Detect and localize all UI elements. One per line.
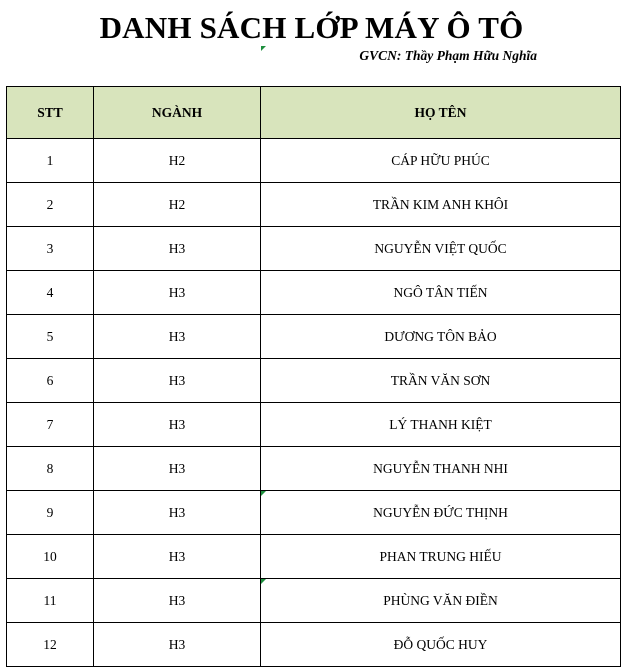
cell-ho-ten: TRẦN VĂN SƠN bbox=[261, 359, 621, 403]
table-row bbox=[7, 579, 621, 623]
cell-stt: 7 bbox=[7, 403, 94, 447]
table-row bbox=[7, 359, 621, 403]
cell-ho-ten bbox=[261, 579, 621, 623]
cell-comment-marker-icon bbox=[261, 491, 266, 496]
cell-stt: 3 bbox=[7, 227, 94, 271]
homeroom-teacher: GVCN: Thầy Phạm Hữu Nghĩa bbox=[359, 48, 537, 63]
cell-stt: 8 bbox=[7, 447, 94, 491]
table-row bbox=[7, 315, 621, 359]
cell-nganh: H3 bbox=[94, 535, 261, 579]
cell-ho-ten: PHAN TRUNG HIẾU bbox=[261, 535, 621, 579]
cell-nganh: H3 bbox=[94, 271, 261, 315]
cell-stt: 2 bbox=[7, 183, 94, 227]
cell-nganh: H2 bbox=[94, 183, 261, 227]
table-row bbox=[7, 183, 621, 227]
cell-stt: 4 bbox=[7, 271, 94, 315]
cell-ho-ten: LÝ THANH KIỆT bbox=[261, 403, 621, 447]
cell-nganh: H2 bbox=[94, 139, 261, 183]
cell-nganh: H3 bbox=[94, 623, 261, 667]
cell-nganh: H3 bbox=[94, 579, 261, 623]
cell-ho-ten: NGUYỄN VIỆT QUỐC bbox=[261, 227, 621, 271]
table-row bbox=[7, 271, 621, 315]
cell-ho-ten: TRẦN KIM ANH KHÔI bbox=[261, 183, 621, 227]
table-row bbox=[7, 227, 621, 271]
table-row bbox=[7, 403, 621, 447]
cell-nganh: H3 bbox=[94, 315, 261, 359]
cell-nganh: H3 bbox=[94, 227, 261, 271]
header-stt: STT bbox=[7, 87, 94, 139]
cell-stt: 12 bbox=[7, 623, 94, 667]
cell-stt: 9 bbox=[7, 491, 94, 535]
table-row bbox=[7, 491, 621, 535]
table-row bbox=[7, 535, 621, 579]
table-row bbox=[7, 447, 621, 491]
header-ho-ten: HỌ TÊN bbox=[261, 87, 621, 139]
cell-stt: 11 bbox=[7, 579, 94, 623]
cell-comment-marker-icon bbox=[261, 46, 266, 51]
page-title: DANH SÁCH LỚP MÁY Ô TÔ bbox=[99, 10, 524, 45]
cell-stt: 6 bbox=[7, 359, 94, 403]
table-header-row bbox=[7, 87, 621, 139]
cell-ho-ten: NGUYỄN THANH NHI bbox=[261, 447, 621, 491]
class-list-table bbox=[6, 86, 621, 667]
cell-stt: 1 bbox=[7, 139, 94, 183]
cell-nganh: H3 bbox=[94, 447, 261, 491]
cell-nganh: H3 bbox=[94, 359, 261, 403]
cell-ho-ten-text: NGUYỄN ĐỨC THỊNH bbox=[373, 504, 508, 520]
table-row bbox=[7, 623, 621, 667]
cell-stt: 10 bbox=[7, 535, 94, 579]
table-row bbox=[7, 139, 621, 183]
cell-nganh: H3 bbox=[94, 491, 261, 535]
cell-nganh: H3 bbox=[94, 403, 261, 447]
cell-stt: 5 bbox=[7, 315, 94, 359]
header-nganh: NGÀNH bbox=[94, 87, 261, 139]
cell-ho-ten: DƯƠNG TÔN BẢO bbox=[261, 315, 621, 359]
cell-ho-ten-text: PHÙNG VĂN ĐIỀN bbox=[383, 592, 498, 608]
cell-ho-ten bbox=[261, 491, 621, 535]
cell-ho-ten: ĐỖ QUỐC HUY bbox=[261, 623, 621, 667]
cell-comment-marker-icon bbox=[261, 579, 266, 584]
cell-ho-ten: NGÔ TÂN TIẾN bbox=[261, 271, 621, 315]
cell-ho-ten: CÁP HỮU PHÚC bbox=[261, 139, 621, 183]
